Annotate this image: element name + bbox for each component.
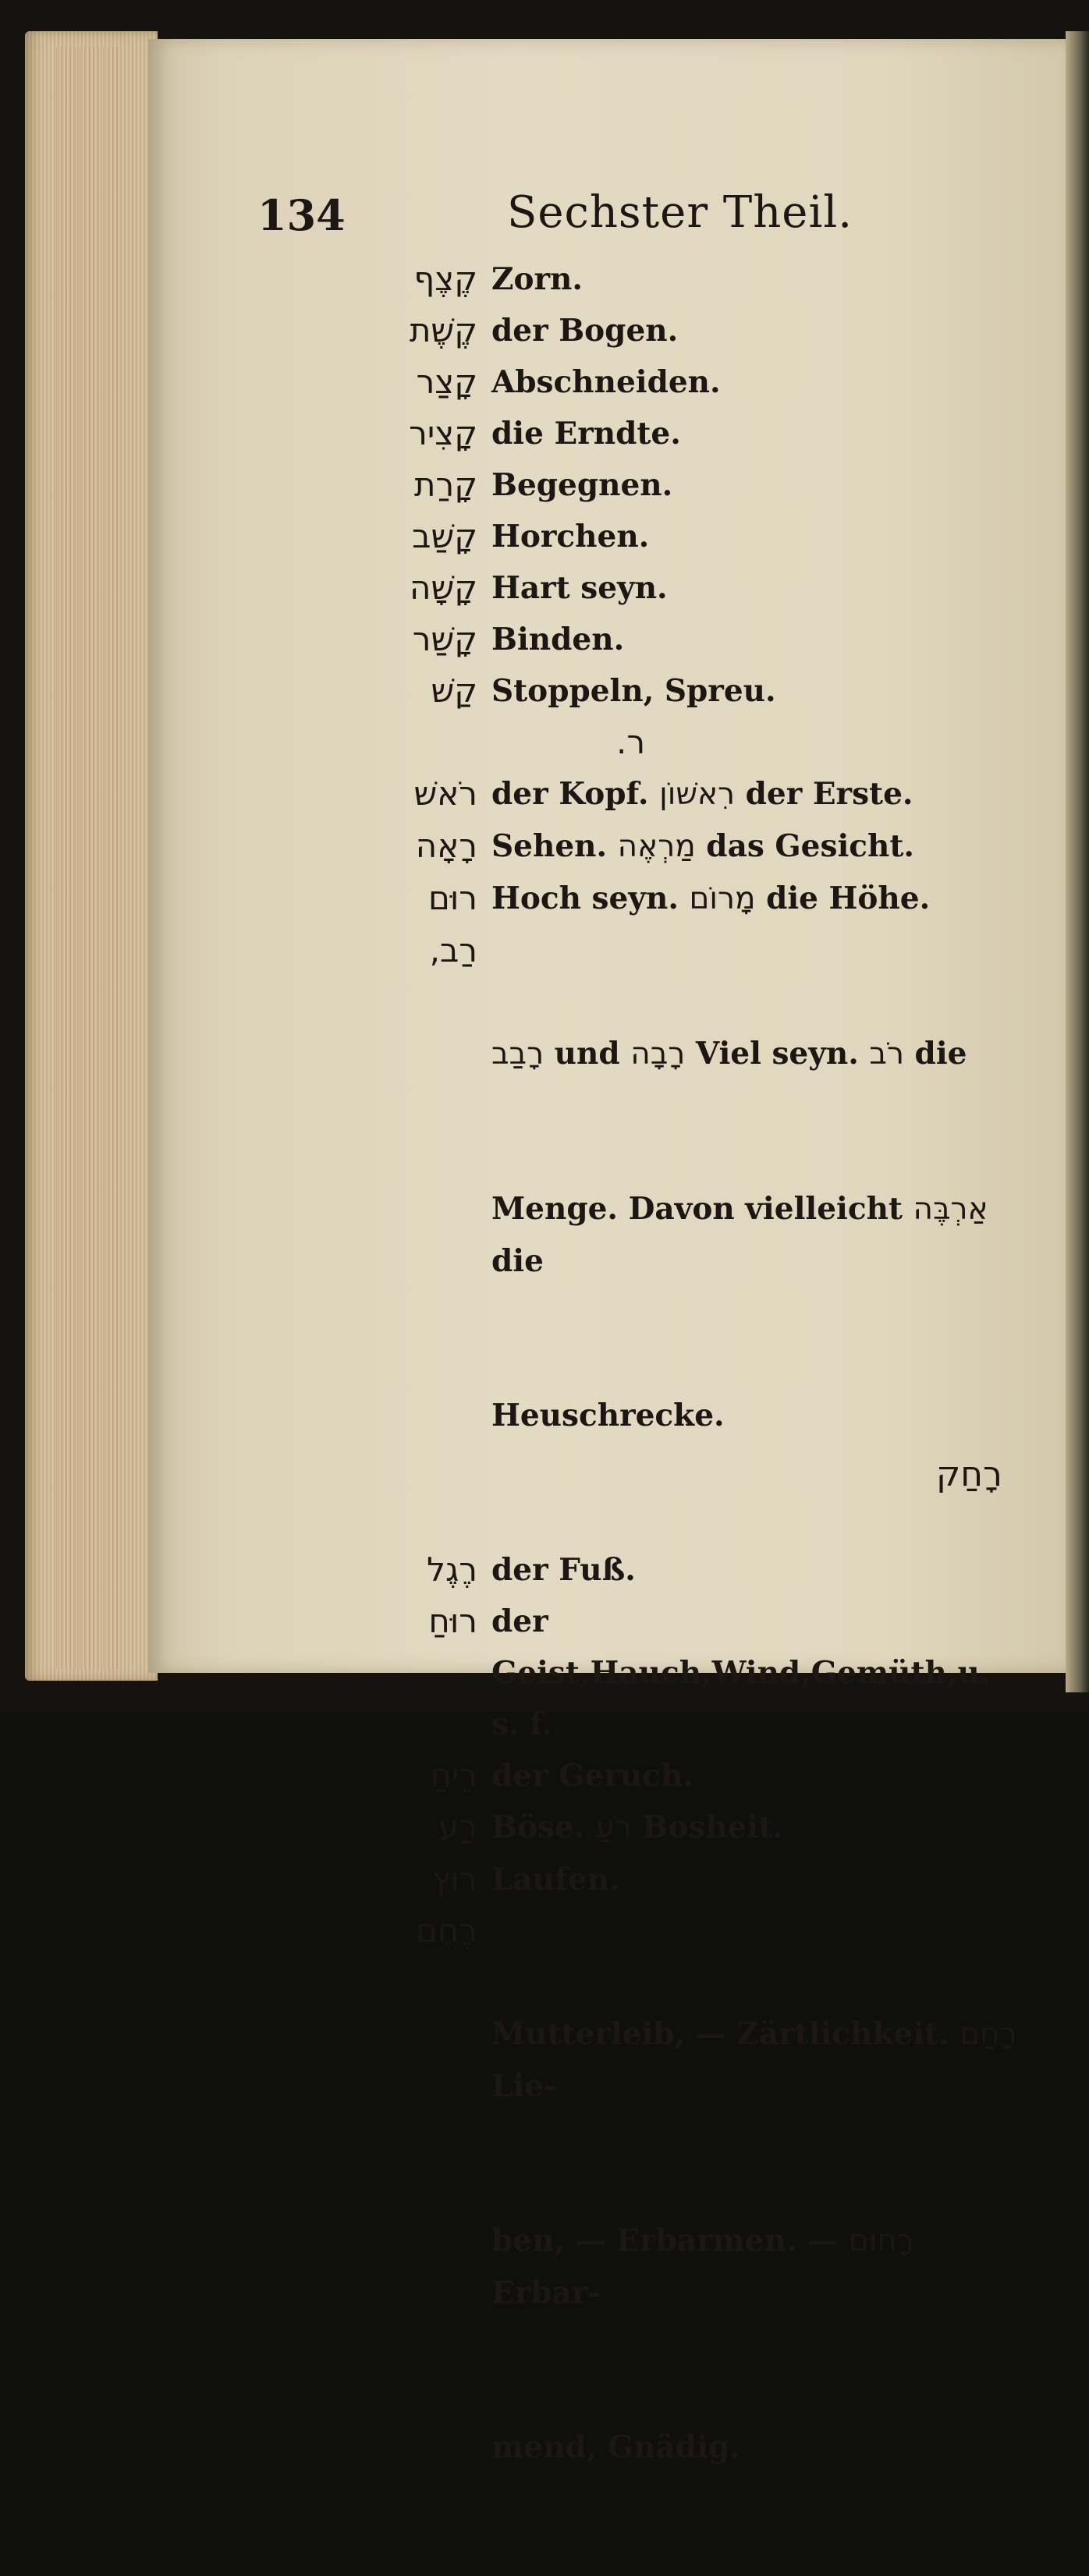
hebrew-word: קַשׁ bbox=[431, 671, 477, 710]
inline-hebrew: רֹב bbox=[869, 1036, 904, 1072]
inline-hebrew: אַרְבֶּה bbox=[913, 1192, 988, 1227]
hebrew-word: רֶחֶם bbox=[415, 1912, 477, 1950]
running-title: Sechster Theil. bbox=[507, 187, 853, 238]
german-gloss: der Fuß. bbox=[491, 1552, 636, 1588]
hebrew-word: רַע bbox=[438, 1808, 477, 1846]
entry bbox=[148, 356, 1066, 408]
gloss-text: Bosheit. bbox=[631, 1809, 783, 1845]
book-page bbox=[148, 39, 1066, 2465]
hebrew-word: קָשָׁה bbox=[410, 569, 477, 607]
gloss-text: das Gesicht. bbox=[695, 828, 914, 864]
german-gloss: Stoppeln, Spreu. bbox=[491, 673, 776, 709]
gloss-text: die bbox=[903, 1036, 967, 1072]
german-gloss bbox=[491, 873, 1066, 925]
hebrew-word: קָשַׁר bbox=[412, 620, 477, 658]
entry bbox=[148, 614, 1066, 665]
gloss-text: der Kopf. bbox=[491, 776, 660, 812]
german-gloss: Begegnen. bbox=[491, 467, 673, 503]
entry bbox=[148, 562, 1066, 614]
entry bbox=[148, 873, 1066, 925]
entry bbox=[148, 820, 1066, 873]
hebrew-word: קָשַׁב bbox=[412, 517, 477, 555]
gloss-line: Heuschrecke. bbox=[491, 1398, 725, 1433]
entry bbox=[148, 1854, 1066, 1905]
gloss-text: Menge. Davon vielleicht bbox=[491, 1191, 913, 1227]
gloss-line bbox=[491, 2215, 1027, 2319]
german-gloss: Laufen. bbox=[491, 1862, 620, 1897]
gloss-text: Böse. bbox=[491, 1809, 595, 1845]
german-gloss bbox=[491, 1905, 1066, 2576]
entry bbox=[148, 408, 1066, 459]
inline-hebrew: רָחוּם bbox=[848, 2223, 914, 2259]
entry bbox=[148, 459, 1066, 511]
german-gloss: der Geist,Hauch,Wind,Gemüth,u. s. f. bbox=[491, 1603, 1001, 1742]
right-page-edge bbox=[1066, 31, 1089, 1692]
entry bbox=[148, 768, 1066, 820]
german-gloss: die Erndte. bbox=[491, 416, 681, 452]
entry bbox=[148, 1802, 1066, 1854]
entry bbox=[148, 1750, 1066, 1802]
gloss-line bbox=[491, 2008, 1027, 2112]
gloss-line: mend, Gnädig. bbox=[491, 2429, 740, 2465]
gloss-text: und bbox=[544, 1036, 631, 1072]
german-gloss: Hart seyn. bbox=[491, 570, 668, 606]
entry-multiline bbox=[148, 925, 1066, 1544]
entry bbox=[148, 253, 1066, 305]
gloss-text: Viel seyn. bbox=[685, 1036, 870, 1072]
inline-hebrew: רָבָה bbox=[630, 1036, 686, 1072]
german-gloss bbox=[491, 1802, 1066, 1854]
german-gloss bbox=[491, 820, 1066, 873]
inline-hebrew: רָחַם bbox=[960, 2017, 1017, 2052]
entry-multiline bbox=[148, 1905, 1066, 2576]
german-gloss: Horchen. bbox=[491, 519, 650, 555]
gloss-line bbox=[491, 1028, 1027, 1080]
dictionary-entries bbox=[148, 253, 1066, 2576]
gloss-text: Mutterleib, — Zärtlichkeit. bbox=[491, 2016, 960, 2052]
entry bbox=[148, 511, 1066, 562]
inline-hebrew: רִאשׁוֹן bbox=[659, 777, 736, 812]
hebrew-word: קָרַת bbox=[413, 466, 477, 504]
gloss-text: Hoch seyn. bbox=[491, 881, 690, 916]
entry bbox=[148, 305, 1066, 356]
hebrew-word: רֶגֶל bbox=[427, 1550, 477, 1589]
hebrew-word: רֵיחַ bbox=[430, 1756, 477, 1795]
inline-hebrew: מַרְאֶה bbox=[617, 829, 696, 864]
gloss-text: ben, — Erbarmen. — bbox=[491, 2223, 849, 2259]
gloss-text: Lie- bbox=[491, 2016, 1028, 2104]
german-gloss bbox=[491, 925, 1066, 1544]
german-gloss: Abschneiden. bbox=[491, 364, 721, 400]
german-gloss bbox=[491, 768, 1066, 820]
inline-hebrew: רָבַב bbox=[491, 1036, 544, 1072]
hebrew-word: קֶצֶף bbox=[413, 260, 477, 298]
gloss-text: die bbox=[491, 1191, 999, 1279]
page-stack-edge bbox=[25, 31, 158, 1681]
section-letter-resh: ר. bbox=[616, 723, 646, 761]
german-gloss: Binden. bbox=[491, 622, 625, 657]
gloss-text: Erbar- bbox=[491, 2223, 925, 2311]
page-number: 134 bbox=[257, 190, 346, 240]
hebrew-word: רֹאשׁ bbox=[413, 774, 477, 813]
hebrew-word: קָצַר bbox=[416, 363, 477, 401]
hebrew-word: קָצִיר bbox=[409, 414, 477, 452]
gloss-line bbox=[491, 1183, 1027, 1287]
entry bbox=[148, 665, 1066, 717]
hebrew-word: רָאָה bbox=[415, 827, 477, 865]
inline-hebrew: רֹעַ bbox=[594, 1810, 632, 1845]
hebrew-word: קֶשֶׁת bbox=[409, 311, 477, 349]
inline-hebrew: מָרוֹם bbox=[689, 881, 756, 916]
hebrew-word: רוּץ bbox=[432, 1860, 477, 1898]
hebrew-word: רוּחַ bbox=[428, 1602, 477, 1640]
page-header bbox=[148, 187, 1066, 250]
gloss-text: Sehen. bbox=[491, 828, 618, 864]
german-gloss: Zorn. bbox=[491, 261, 583, 297]
gloss-text: der Erste. bbox=[735, 776, 913, 812]
hebrew-word: רוּם bbox=[427, 879, 477, 917]
entry bbox=[148, 1596, 1066, 1750]
gloss-text: die Höhe. bbox=[755, 881, 931, 916]
entry bbox=[148, 1544, 1066, 1596]
catchword: רָחַק bbox=[936, 1455, 1002, 1494]
hebrew-word: רַב, bbox=[429, 931, 477, 969]
german-gloss: der Bogen. bbox=[491, 313, 679, 349]
german-gloss: der Geruch. bbox=[491, 1758, 693, 1794]
